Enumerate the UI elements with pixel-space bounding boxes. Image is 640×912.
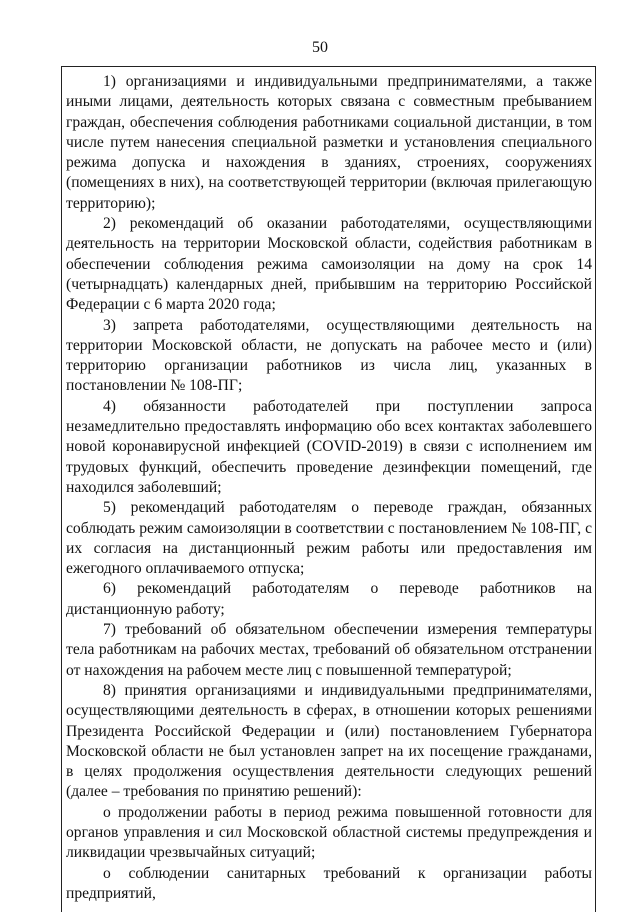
paragraph-item-8: 8) принятия организациями и индивидуальными предпринимателями, осуществляющими деятельность в сферах, в отношении которых решениями Президента Российской Федерации и (или) постановлением Губернатора Московской области не был установлен запрет на их посещение гражданами, в целях продолжения осуществления деятельности следующих решений (далее – требования по принятию решений): — [66, 681, 592, 801]
table-cell-frame — [61, 66, 596, 912]
paragraph-item-3: 3) запрета работодателями, осуществляющими деятельность на территории Московской области, не допускать на рабочее место и (или) территорию организации работников из числа лиц, указанных в постановлении № 108-ПГ; — [66, 316, 592, 395]
paragraph-item-4: 4) обязанности работодателей при поступлении запроса незамедлительно предоставлять информацию обо всех контактах заболевшего новой коронавирусной инфекцией (COVID-2019) в связи с исполнением им трудовых функций, обеспечить проведение дезинфекции помещений, где находился заболевший; — [66, 397, 592, 496]
paragraph-item-5: 5) рекомендаций работодателям о переводе граждан, обязанных соблюдать режим самоизоляции в соответствии с постановлением № 108-ПГ, с их согласия на дистанционный режим работы или предоставления им ежегодного оплачиваемого отпуска; — [66, 499, 592, 578]
paragraph-subitem-2: о соблюдении санитарных требований к организации работы предприятий, — [66, 864, 592, 902]
paragraph-item-6: 6) рекомендаций работодателям о переводе работников на дистанционную работу; — [66, 580, 592, 618]
page-number: 50 — [312, 39, 328, 56]
paragraph-item-1: 1) организациями и индивидуальными предпринимателями, а также иными лицами, деятельность которых связана с совместным пребыванием граждан, обеспечения соблюдения работниками социальной дистанции, в том числе путем нанесения специальной разметки и установления специального режима допуска и нахождения в зданиях, строениях, сооружениях (помещениях в них), на соответствующей территории (включая прилегающую территорию); — [66, 73, 592, 212]
paragraph-item-7: 7) требований об обязательном обеспечении измерения температуры тела работникам на рабочих местах, требований об обязательном отстранении от нахождения на рабочем месте лиц с повышенной температурой; — [66, 621, 592, 679]
paragraph-item-2: 2) рекомендаций об оказании работодателями, осуществляющими деятельность на территории Московской области, содействия работникам в обеспечении соблюдения режима самоизоляции на дому на срок 14 (четырнадцать) календарных дней, прибывшим на территорию Российской Федерации с 6 марта 2020 года; — [66, 215, 592, 314]
paragraph-subitem-1: о продолжении работы в период режима повышенной готовности для органов управления и сил Московской областной системы предупреждения и ликвидации чрезвычайных ситуаций; — [66, 803, 592, 862]
